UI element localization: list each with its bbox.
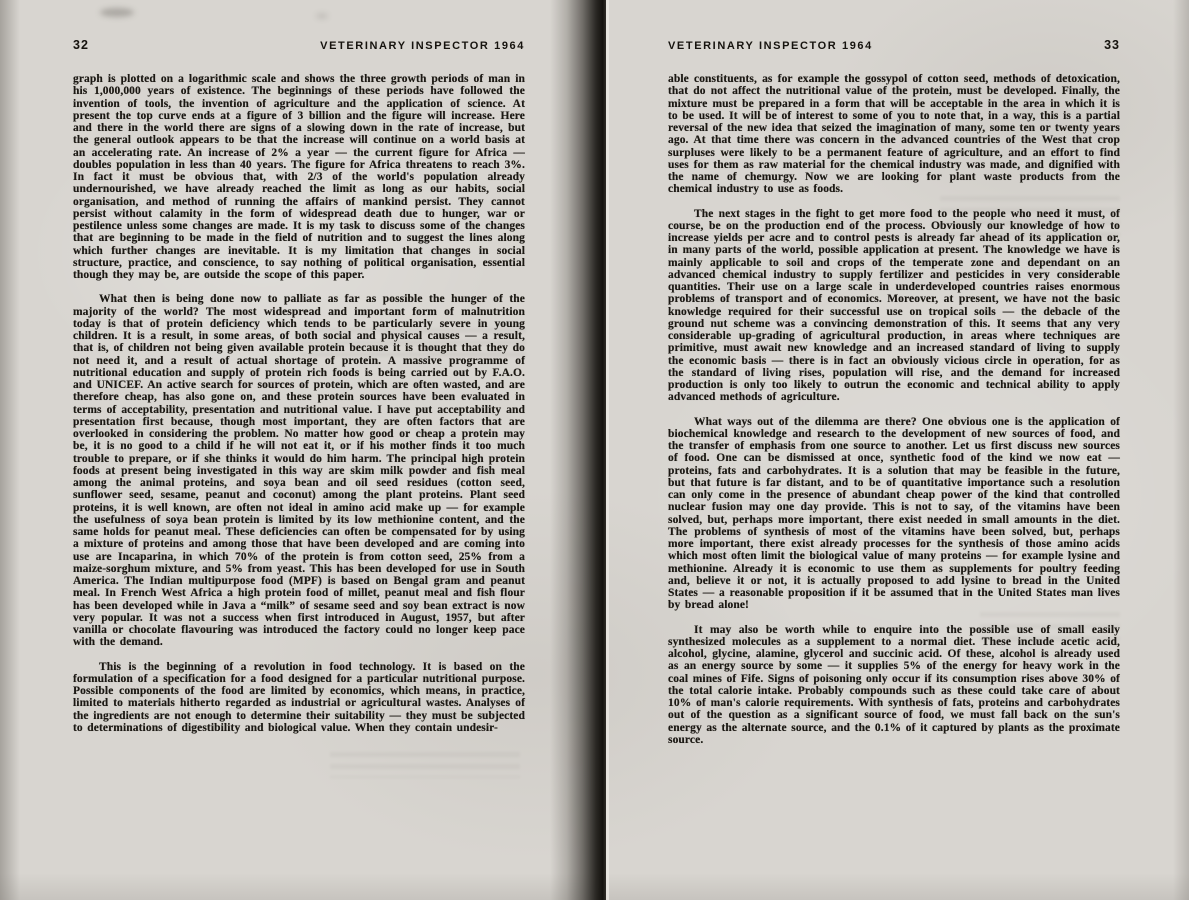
scan-smudge xyxy=(100,8,134,17)
page-number: 33 xyxy=(1104,38,1120,52)
paragraph: graph is plotted on a logarithmic scale and shows the three growth periods of man in his 1,000,000 years of existence. The beginnings of these periods have followed the invention of tools, the invention of agriculture and the application of science. At present the top curve ends at a figure of 3 billion and the figure will increase. Here and there in the world there are signs of a slowing down in the rate of increase, but the general outlook appears to be that the increase will continue on a world basis at an accelerating rate. An increase of 2% a year — the current figure for Africa — doubles population in less than 40 years. The figure for Africa threatens to reach 3%. In fact it must be obvious that, with 2/3 of the world's population already undernourished, we have already reached the limit as long as our habits, social organisation, and method of running the affairs of mankind persist. They cannot persist without calamity in the form of widespread death due to hunger, war or pestilence unless some changes are made. It is my task to discuss some of the changes that are beginning to be made in the field of nutrition and to suggest the lines along which further changes are inevitable. It is my limitation that changes in social structure, practice, and conscience, to say nothing of political organisation, essential though they may be, are outside the scope of this paper. xyxy=(73,73,525,281)
show-through-text xyxy=(330,752,520,778)
paragraph: able constituents, as for example the gossypol of cotton seed, methods of detoxication, that do not affect the nutritional value of the protein, must be developed. Finally, the mixture must be prepared in a form that will be acceptable in the area in which it is to be used. It will be of interest to some of you to note that, in a way, this is a partial reversal of the new idea that seized the imagination of many, some ten or twenty years ago. At that time there was concern in the advanced countries of the West that crop surpluses were likely to be a permanent feature of agriculture, and an effort to find uses for them as raw material for the chemical industry was made, and dignified with the name of chemurgy. Now we are looking for plant waste products from the chemical industry to use as foods. xyxy=(668,73,1120,196)
page-body xyxy=(73,73,525,734)
page-gutter-highlight xyxy=(606,0,609,900)
paragraph: What ways out of the dilemma are there? One obvious one is the application of biochemical knowledge and research to the development of new sources of food, and the transfer of emphasis from one source to another. Let us first discuss new sources of food. One can be dismissed at once, synthetic food of the kind we now eat — proteins, fats and carbohydrates. It is a solution that may be feasible in the future, but that future is far distant, and to be of quantitative importance such a resolution can only come in the presence of abundant cheap power of the kind that controlled nuclear fusion may one day provide. This is not to say, of the vitamins have been solved, but, perhaps more important, there exist needed in small amounts in the diet. The problems of synthesis of most of the vitamins have been solved, but, perhaps more important, there exist already processes for the synthesis of those amino acids which most often limit the biological value of many proteins — for example lysine and methionine. Already it is economic to use them as supplements for poultry feeding and, believe it or not, it is actually proposed to add lysine to bread in the United States — a reasonable proposition if it be assumed that in the United States man lives by bread alone! xyxy=(668,415,1120,612)
scan-edge-left-shadow xyxy=(0,0,20,900)
scan-edge-right-shadow xyxy=(1173,0,1189,900)
page-33 xyxy=(668,38,1120,758)
running-title: VETERINARY INSPECTOR 1964 xyxy=(668,40,873,52)
page-header xyxy=(73,38,525,52)
scan-smudge xyxy=(316,13,328,19)
page-32 xyxy=(73,38,525,746)
paragraph: It may also be worth while to enquire into the possible use of small easily synthesized molecules as a supplement to a normal diet. These include acetic acid, alcohol, glycine, alamine, glycerol and succinic acid. Of these, alcohol is already used as an energy source by some — it supplies 5% of the energy for heavy work in the coal mines of Fife. Signs of poisoning only occur if its consumption rises above 30% of the total calorie intake. Probably compounds such as these could take care of about 10% of man's calorie requirements. With synthesis of fats, proteins and carbohydrates out of the question as a significant source of food, we must fall back on the sun's energy as the alternate source, and the 0.1% of it captured by plants as the proximate source. xyxy=(668,623,1120,746)
page-body xyxy=(668,73,1120,746)
paragraph: What then is being done now to palliate as far as possible the hunger of the majority of the world? The most widespread and important form of malnutrition today is that of protein deficiency which tends to be particularly severe in young children. It is a result, in some areas, of both social and physical causes — a result, that is, of children not being given available protein because it is thought that they do not need it, and a result of actual shortage of protein. A massive programme of nutritional education and supply of protein rich foods is being carried out by F.A.O. and UNICEF. An active search for sources of protein, which are often wasted, and are therefore cheap, has also gone on, and these protein sources have been evaluated in terms of acceptability, presentation and nutritional value. I have put acceptability and presentation first because, though most important, they are often factors that are overlooked in considering the problem. No matter how good or cheap a protein may be, it is no good to a child if he will not eat it, or if his mother finds it too much trouble to prepare, or if she thinks it would do him harm. The principal high protein foods at present being investigated in this way are skim milk powder and fish meal among the animal proteins, and soya bean and oil seed residues (cotton seed, sunflower seed, sesame, peanut and coconut) among the plant proteins. Plant seed proteins, it is well known, are often not ideal in amino acid make up — for example the usefulness of soya bean protein is limited by its low methionine content, and the same holds for peanut meal. These deficiencies can often be compensated for by using a mixture of proteins and among those that have been developed and are coming into use are Incaparina, in which 70% of the protein is from cotton seed, 25% from a maize-sorghum mixture, and 5% from yeast. This has been developed for use in South America. The Indian multipurpose food (MPF) is based on Bengal gram and peanut meal. In French West Africa a high protein food of millet, peanut meal and fish flour has been developed while in Java a “milk” of sesame seed and soy bean extract is now very popular. It was not a success when first introduced in August, 1957, but after vanilla or chocolate flavouring was introduced the factory could no longer keep pace with the demand. xyxy=(73,293,525,649)
page-number: 32 xyxy=(73,38,89,52)
paragraph: This is the beginning of a revolution in food technology. It is based on the formulation of a specification for a food designed for a particular nutritional purpose. Possible components of the food are limited by economics, which means, in practice, limited to materials hitherto regarded as industrial or agricultural wastes. Analyses of the ingredients are not enough to determine their suitability — they must be subjected to determinations of digestibility and biological value. When they contain undesir- xyxy=(73,660,525,734)
page-header xyxy=(668,38,1120,52)
running-title: VETERINARY INSPECTOR 1964 xyxy=(320,40,525,52)
paragraph: The next stages in the fight to get more food to the people who need it must, of course, be on the production end of the process. Obviously our knowledge of how to increase yields per acre and to control pests is already far ahead of its application or, in many parts of the world, possible application at present. The knowledge we have is mainly applicable to soil and crops of the temperate zone and dependant on an advanced chemical industry to supply fertilizer and pesticides in very considerable quantities. Their use on a large scale in underdeveloped countries raises enormous problems of transport and of economics. Moreover, at present, we have not the basic knowledge required for their successful use on tropical soils — the debacle of the ground nut scheme was a convincing demonstration of this. It seems that any very considerable up-grading of agricultural production, in areas where techniques are primitive, must await new knowledge and an increased standard of living to supply the economic basis — there is in fact an obviously vicious circle in operation, for as the standard of living rises, population will rise, and the demand for increased production is only too likely to outrun the economic and technical ability to apply advanced methods of agriculture. xyxy=(668,207,1120,404)
page-gutter-shadow xyxy=(550,0,606,900)
